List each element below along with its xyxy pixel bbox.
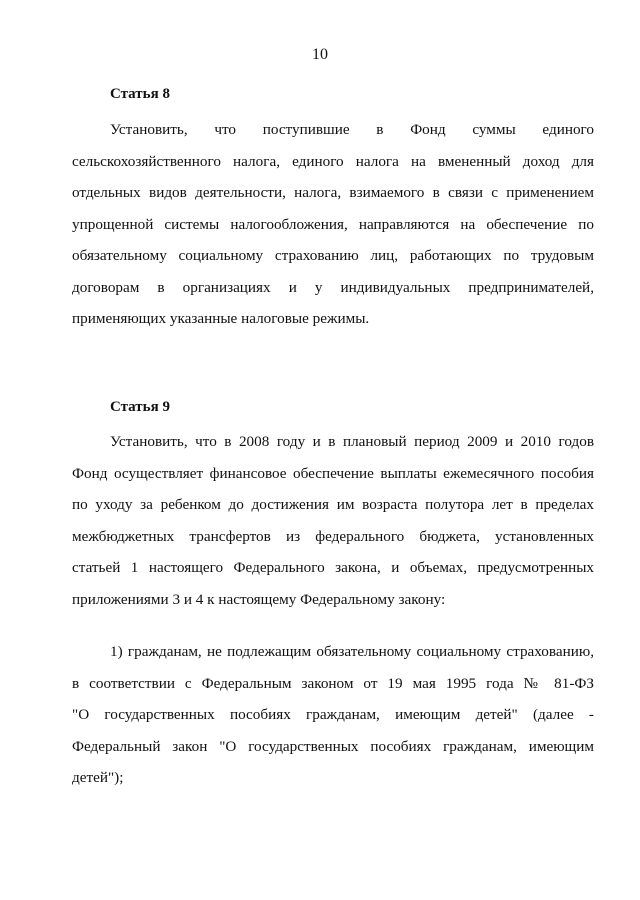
- article-8-paragraph: [72, 114, 594, 335]
- paragraph-line: обязательному социальному страхованию лиц, работающих по трудовым: [72, 247, 594, 264]
- paragraph-line: Фонд осуществляет финансовое обеспечение выплаты ежемесячного пособия: [72, 464, 594, 482]
- page-number: 10: [312, 46, 328, 63]
- paragraph-line: в соответствии с Федеральным законом от 19 мая 1995 года № 81-ФЗ: [72, 674, 594, 692]
- paragraph-line: 1) гражданам, не подлежащим обязательному социальному страхованию,: [110, 643, 594, 660]
- paragraph-line: сельскохозяйственного налога, единого налога на вмененный доход для: [72, 152, 594, 170]
- paragraph-line: Установить, что поступившие в Фонд суммы единого: [110, 121, 594, 138]
- article-8-heading: Статья 8: [110, 86, 170, 102]
- paragraph-line: упрощенной системы налогообложения, направляются на обеспечение по: [72, 215, 594, 233]
- paragraph-line: применяющих указанные налоговые режимы.: [72, 310, 370, 327]
- paragraph-line: Федеральный закон "О государственных пособиях гражданам, имеющим: [72, 737, 594, 755]
- article-9-heading: Статья 9: [110, 399, 170, 415]
- article-9-paragraph-2: [72, 636, 594, 794]
- paragraph-line: приложениями 3 и 4 к настоящему Федеральному закону:: [72, 590, 446, 608]
- paragraph-line: "О государственных пособиях гражданам, имеющим детей" (далее -: [72, 706, 594, 723]
- article-9-paragraph-1: [72, 426, 594, 615]
- paragraph-line: договорам в организациях и у индивидуальных предпринимателей,: [72, 278, 594, 296]
- paragraph-line: детей");: [72, 769, 124, 786]
- paragraph-line: отдельных видов деятельности, налога, взимаемого в связи с применением: [72, 184, 594, 201]
- paragraph-line: по уходу за ребенком до достижения им возраста полутора лет в пределах: [72, 496, 594, 513]
- paragraph-line: Установить, что в 2008 году и в плановый период 2009 и 2010 годов: [110, 433, 594, 450]
- paragraph-line: статьей 1 настоящего Федерального закона, и объемах, предусмотренных: [72, 559, 594, 576]
- paragraph-line: межбюджетных трансфертов из федерального бюджета, установленных: [72, 527, 594, 545]
